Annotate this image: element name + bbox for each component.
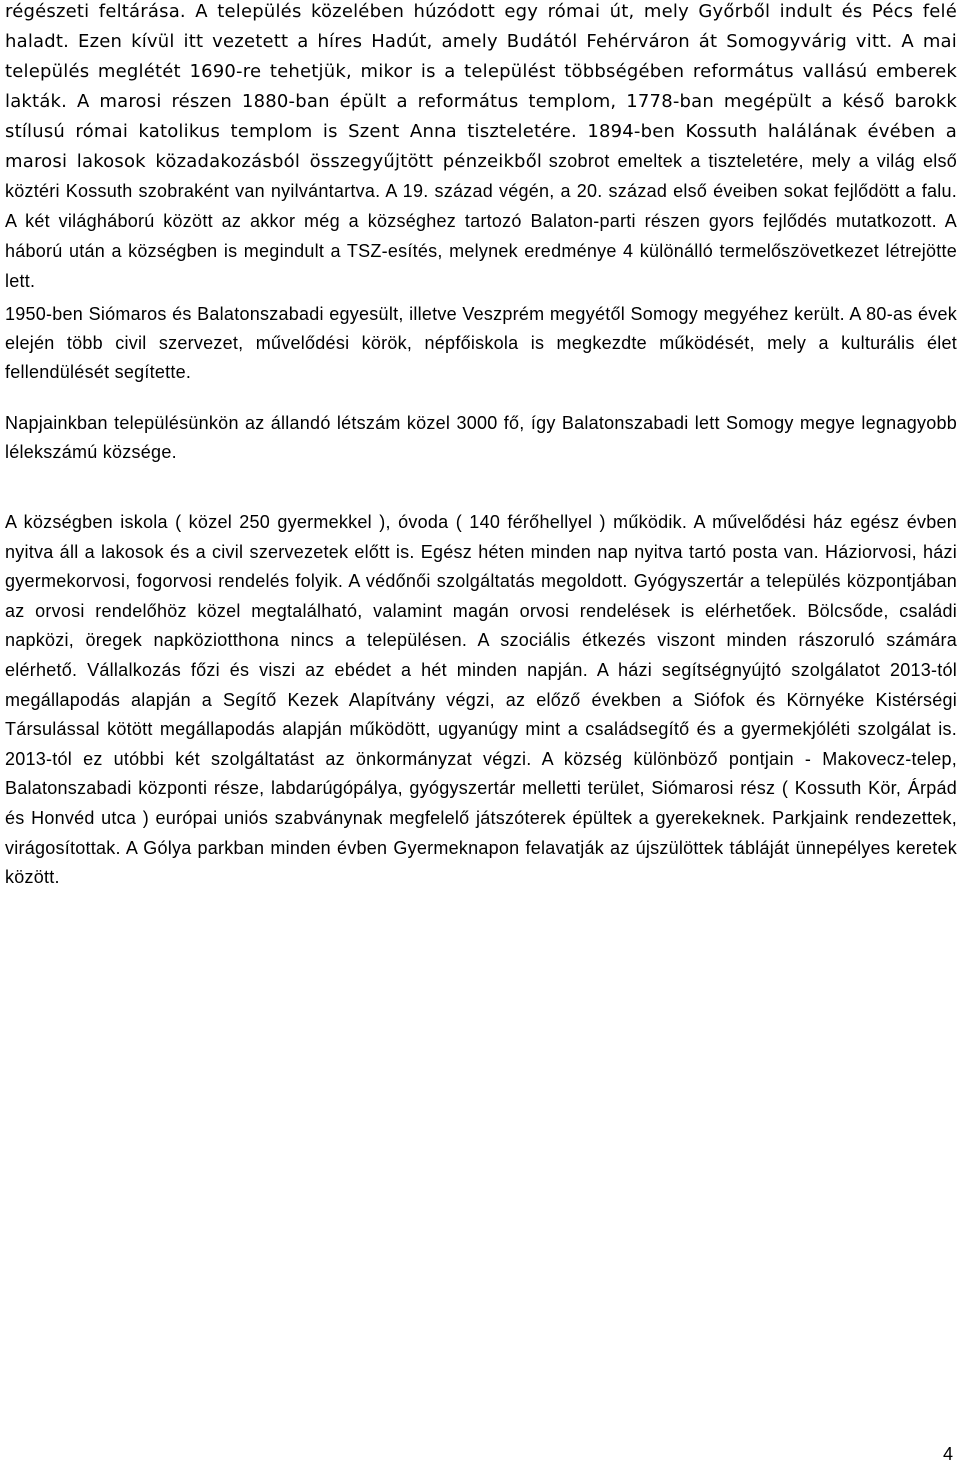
paragraph-history-part-a: régészeti feltárása. A település közelében húzódott egy római út, mely Győrből indult és Pécs felé haladt. Ezen kívül itt vezetett a híres Hadút, amely Budától Fehérváron át Somogyvárig vitt. A mai település meglétét 1690-re tehetjük, mikor is a települést többségében református vallású emberek lakták. A marosi részen 1880-ban épült a református templom, 1778-ban megépült a késő barokk stílusú római katolikus templom is Szent Anna tiszteletére. 1894-ben Kossuth halálának évében a marosi lakosok közadakozásból összegyűjtött pénzeikből bbox=[5, 1, 957, 172]
paragraph-history-part-b: szobrot emeltek a tiszteletére, mely a világ első köztéri Kossuth szobraként van nyilvántartva. A 19. század végén, a 20. század első éveiben sokat fejlődött a falu. A két világháború között az akkor még a községhez tartozó Balaton-parti részen gyors fejlődés mutatkozott. A háború után a községben is megindult a TSZ-esítés, melynek eredménye 4 különálló termelőszövetkezet létrejötte lett. bbox=[5, 151, 957, 291]
paragraph-services: A községben iskola ( közel 250 gyermekkel ), óvoda ( 140 férőhellyel ) működik. A művelődési ház egész évben nyitva áll a lakosok és a civil szervezetek előtt is. Egész héten minden nap nyitva tartó posta van. Háziorvosi, házi gyermekorvosi, fogorvosi rendelés folyik. A védőnői szolgáltatás megoldott. Gyógyszertár a település központjában az orvosi rendelőhöz közel megtalálható, valamint magán orvosi rendelések is elérhetőek. Bölcsőde, családi napközi, öregek napköziotthona nincs a településen. A szociális étkezés viszont minden rászoruló számára elérhető. Vállalkozás főzi és viszi az ebédet a hét minden napján. A házi segítségnyújtó szolgálatot 2013-tól megállapodás alapján a Segítő Kezek Alapítvány végzi, az előző években a Siófok és Környéke Kistérségi Társulással kötött megállapodás alapján működött, ugyanúgy mint a családsegítő és a gyermekjóléti szolgálat is. 2013-tól ez utóbbi két szolgáltatást az önkormányzat végzi. A község különböző pontjain - Makovecz-telep, Balatonszabadi központi része, labdarúgópálya, gyógyszertár melletti terület, Siómarosi rész ( Kossuth Kör, Árpád és Honvéd utca ) európai uniós szabványnak megfelelő játszóterek épültek a gyerekeknek. Parkjaink rendezettek, virágosítottak. A Gólya parkban minden évben Gyermeknapon felavatják az újszülöttek tábláját ünnepélyes keretek között. bbox=[5, 512, 957, 888]
paragraph-1950: 1950-ben Siómaros és Balatonszabadi egyesült, illetve Veszprém megyétől Somogy megyéhez került. A 80-as évek elején több civil szervezet, művelődési körök, népfőiskola is megkezdte működését, mely a kulturális élet fellendülését segítette. bbox=[5, 304, 957, 382]
paragraph-population: Napjainkban településünkön az állandó létszám közel 3000 fő, így Balatonszabadi lett Somogy megye legnagyobb lélekszámú községe. bbox=[5, 413, 957, 462]
page-number: 4 bbox=[942, 1444, 953, 1464]
paragraph-history bbox=[5, 0, 957, 297]
